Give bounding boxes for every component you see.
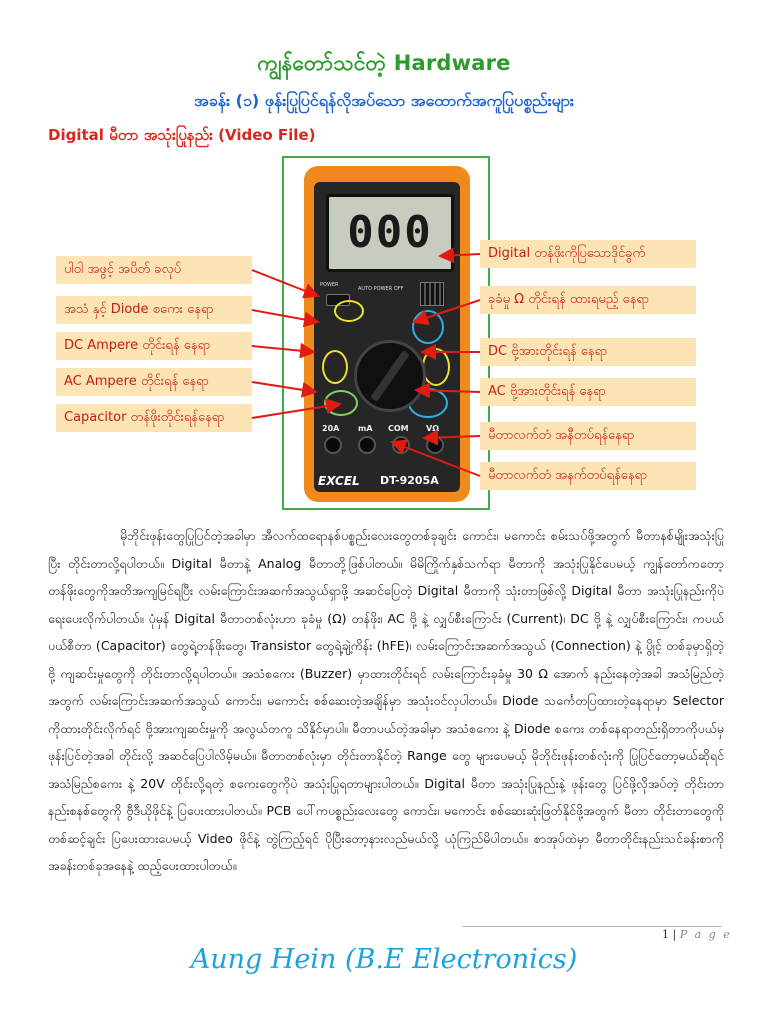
jack-label-v-ohm: VΩ <box>426 424 439 433</box>
label-power-switch: ပါဝါ အဖွင့် အပိတ် ခလုပ် <box>56 256 252 284</box>
multimeter-face <box>314 182 460 492</box>
label-ac-volt: AC ဗို့အားတိုင်းရန် နေရာ <box>480 378 696 406</box>
jack-label-ma: mA <box>358 424 373 433</box>
label-capacitor: Capacitor တန်ဖိုးတိုင်းရန်နေရာ <box>56 404 252 432</box>
dc-ampere-highlight <box>322 350 348 384</box>
label-red-probe: မီတာလက်တံ အနီတပ်ရန်နေရာ <box>480 422 696 450</box>
multimeter-body <box>304 166 470 502</box>
buzzer-diode-highlight <box>334 300 364 322</box>
footer-divider <box>462 926 722 927</box>
lcd-display: 000 <box>326 194 454 272</box>
label-ohm-range: ခုခံမှု Ω တိုင်းရန် ထားရမည့် နေရာ <box>480 286 696 314</box>
page-number: 1 | P a g e <box>662 928 732 941</box>
body-paragraph: မိုဘိုင်းဖုန်းတွေပြုပြင်တဲ့အခါမှာ အီလက်ထရောနစ်ပစ္စည်းလေးတွေတစ်ခုချင်း ကောင်း၊ မကောင်း စမ်းသပ်ဖို့အတွက် မီတာနစ်မျိုးအသုံးပြုပြီး တိုင်းတာလို့ရပါတယ်။ Digital မီတာနဲ့ Analog မီတာတို့ဖြစ်ပါတယ်။ မိမိကြိုက်နှစ်သက်ရာ မီတာကို အသုံးပြုနိုင်ပေမယ့် ကျွန်တော်ကတော့ တန်ဖိုးတွေကိုအတိအကျမြင်ရပြီး လမ်းကြောင်းအဆက်အသွယ်ရှာဖို့ အဆင်ပြေတဲ့ Digital မီတာကို သုံးတာဖြစ်လို့ Digital မီတာ အသုံးပြုနည်းကိုပဲ ရေးပေးလိုက်ပါတယ်။ ပုံမှန် Digital မီတာတစ်လုံးဟာ ခုခံမှု (Ω) တန်ဖိုး၊ AC ဗို့ နဲ့ လျှပ်စီးကြောင်း (Current)၊ DC ဗို့ နဲ့ လျှပ်စီးကြောင်း၊ ကပယ်ပယ်စီတာ (Capacitor) တွေရဲ့တန်ဖိုးတွေ၊ Transistor တွေရဲ့ချဲ့ကိန်း (hFE)၊ လမ်းကြောင်းအဆက်အသွယ် (Connection) နဲ့ ပွိုင့် တစ်ခုမှာရှိတဲ့ ဗို့ ကျဆင်းမှုတွေကို တိုင်းတာလို့ရပါတယ်။ အသံစကေး (Buzzer) မှာထားတိုင်းရင် လမ်းကြောင်းခုခံမှု 30 Ω အောက် နည်းနေတဲ့အခါ အသံမြည်တဲ့အတွက် လမ်းကြောင်းအဆက်အသွယ် ကောင်း၊ မကောင်း စစ်ဆေးတဲ့အချိန်မှာ အသုံးဝင်လှပါတယ်။ Diode သင်္ကေတပြထားတဲ့နေရာမှာ Selector ကိုထားတိုင်းလိုက်ရင် ဗို့အားကျဆင်းမှုကို အလွယ်တကူ သိနိုင်မှာပါ။ မီတာပယ်တဲ့အခါမှာ အသံစကေး နဲ့ Diode စကေး တစ်နေရာတည်းရှိတာကိုပယ်မှ ဖုန်းပြင်တဲ့အခါ တိုင်းလို့ အဆင်ပြေပါလိမ့်မယ်။ မီတာတစ်လုံးမှာ တိုင်းတာနိုင်တဲ့ Range တွေ များပေမယ့် မိုဘိုင်းဖုန်းတစ်လုံးကို ပြုပြင်တော့မယ်ဆိုရင် အသံမြည်စကေး နဲ့ 20V တိုင်းလို့ရတဲ့ စကေးတွေကိုပဲ အသုံးပြုရတာများပါတယ်။ Digital မီတာ အသုံးပြုနည်းနဲ့ ဖုန်းတွေ ပြင်ဖို့လိုအပ်တဲ့ တိုင်းတာနည်းစနစ်တွေကို ဗွီဒီယိုဖိုင်နဲ့ ပြပေးထားပါတယ်။ PCB ပေါ်ကပစ္စည်းလေးတွေ ကောင်း၊ မကောင်း စစ်ဆေးဆုံးဖြတ်နိုင်ဖို့အတွက် မီတာ တိုင်းတာတွေကို တစ်ဆင့်ချင်း ပြပေးထားပေမယ့် Video ဖိုင်နဲ့ တွဲကြည့်ရင် ပိုပြီးတော့နားလည်မယ်လို့ ယုံကြည်မိပါတယ်။ စာအုပ်ထဲမှာ မီတာတိုင်းနည်းသင်ခန်းစာကို အခန်းတစ်ခုအနေနဲ့ ထည့်ပေးထားပါတယ်။ <box>48 528 724 873</box>
page-word: P a g e <box>679 928 732 941</box>
jack-com <box>392 436 410 454</box>
section-heading: Digital မီတာ အသုံးပြုနည်း (Video File) <box>48 126 316 144</box>
ac-ampere-highlight <box>324 390 358 416</box>
author-credit: Aung Hein (B.E Electronics) <box>190 944 578 975</box>
hfe-socket <box>420 282 444 306</box>
jack-v-ohm <box>426 436 444 454</box>
model-number: DT-9205A <box>380 474 439 487</box>
power-label: POWER <box>320 282 339 288</box>
jack-label-20a: 20A <box>322 424 340 433</box>
jack-label-com: COM <box>388 424 409 433</box>
page-number-value: 1 <box>662 928 669 941</box>
jack-ma <box>358 436 376 454</box>
label-dc-volt: DC ဗို့အားတိုင်းရန် နေရာ <box>480 338 696 366</box>
selector-knob <box>370 350 410 402</box>
multimeter-figure <box>282 156 490 510</box>
selector-dial <box>354 340 426 412</box>
chapter-subtitle: အခန်း (၁) ဖုန်းပြုပြင်ရန်လိုအပ်သော အထောက်အကူပြုပစ္စည်းများ <box>194 91 574 110</box>
ohm-range-highlight <box>412 310 444 344</box>
label-ac-ampere: AC Ampere တိုင်းရန် နေရာ <box>56 368 252 396</box>
label-dc-ampere: DC Ampere တိုင်းရန် နေရာ <box>56 332 252 360</box>
document-title: ကျွန်တော်သင်တဲ့ Hardware <box>257 51 511 75</box>
label-buzzer-diode: အသံ နှင့် Diode စကေး နေရာ <box>56 296 252 324</box>
jack-20a <box>324 436 342 454</box>
auto-power-off-label: AUTO POWER OFF <box>358 286 404 292</box>
label-black-probe: မီတာလက်တံ အနက်တပ်ရန်နေရာ <box>480 462 696 490</box>
dc-volt-highlight <box>422 348 450 386</box>
brand-logo: EXCEL <box>318 474 360 488</box>
label-digital-display: Digital တန်ဖိုးကိုပြသောဒိုင်ခွက် <box>480 240 696 268</box>
